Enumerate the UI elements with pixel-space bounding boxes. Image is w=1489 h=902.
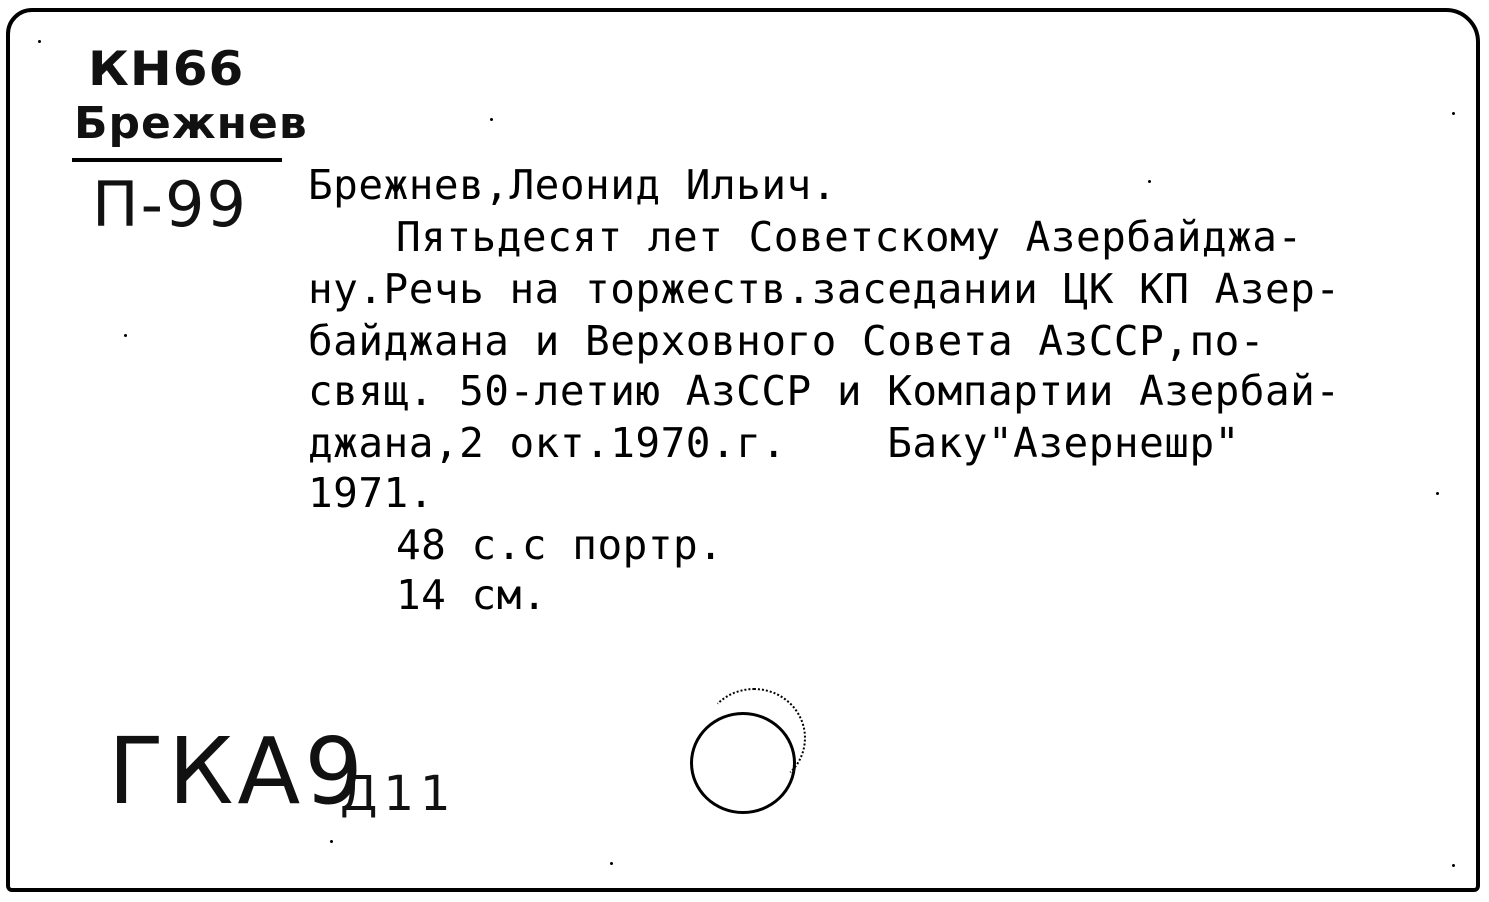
punch-hole — [690, 712, 796, 814]
handwritten-catalog-code: КН66 — [88, 41, 245, 97]
handwritten-archive-code: ГКА9 — [108, 718, 367, 825]
record-line-author: Брежнев,Леонид Ильич. — [308, 161, 837, 209]
record-line-imprint: джана,2 окт.1970.г. Баку"Азернешр" — [308, 419, 1240, 467]
heading-underline — [72, 158, 282, 162]
record-line-pages: 48 с.с портр. — [396, 521, 724, 569]
record-line: байджана и Верховного Совета АзССР,по- — [308, 317, 1265, 365]
speck — [38, 40, 41, 43]
record-line: ну.Речь на торжеств.заседании ЦК КП Азер- — [308, 265, 1341, 313]
speck — [1436, 492, 1439, 495]
record-line-size: 14 см. — [396, 571, 548, 619]
speck — [330, 840, 333, 843]
speck — [1452, 864, 1455, 867]
handwritten-author-heading: Брежнев — [74, 98, 308, 149]
speck — [124, 334, 127, 337]
record-line-title: Пятьдесят лет Советскому Азербайджа- — [396, 213, 1303, 261]
speck — [490, 118, 493, 121]
speck — [1452, 112, 1455, 115]
speck — [1148, 180, 1151, 183]
handwritten-shelf-code: П-99 — [92, 168, 248, 241]
speck — [610, 862, 613, 865]
record-line: свящ. 50-летию АзССР и Компартии Азербай- — [308, 367, 1341, 415]
handwritten-archive-code-subscript: Д11 — [340, 766, 457, 822]
record-line-year: 1971. — [308, 469, 434, 517]
